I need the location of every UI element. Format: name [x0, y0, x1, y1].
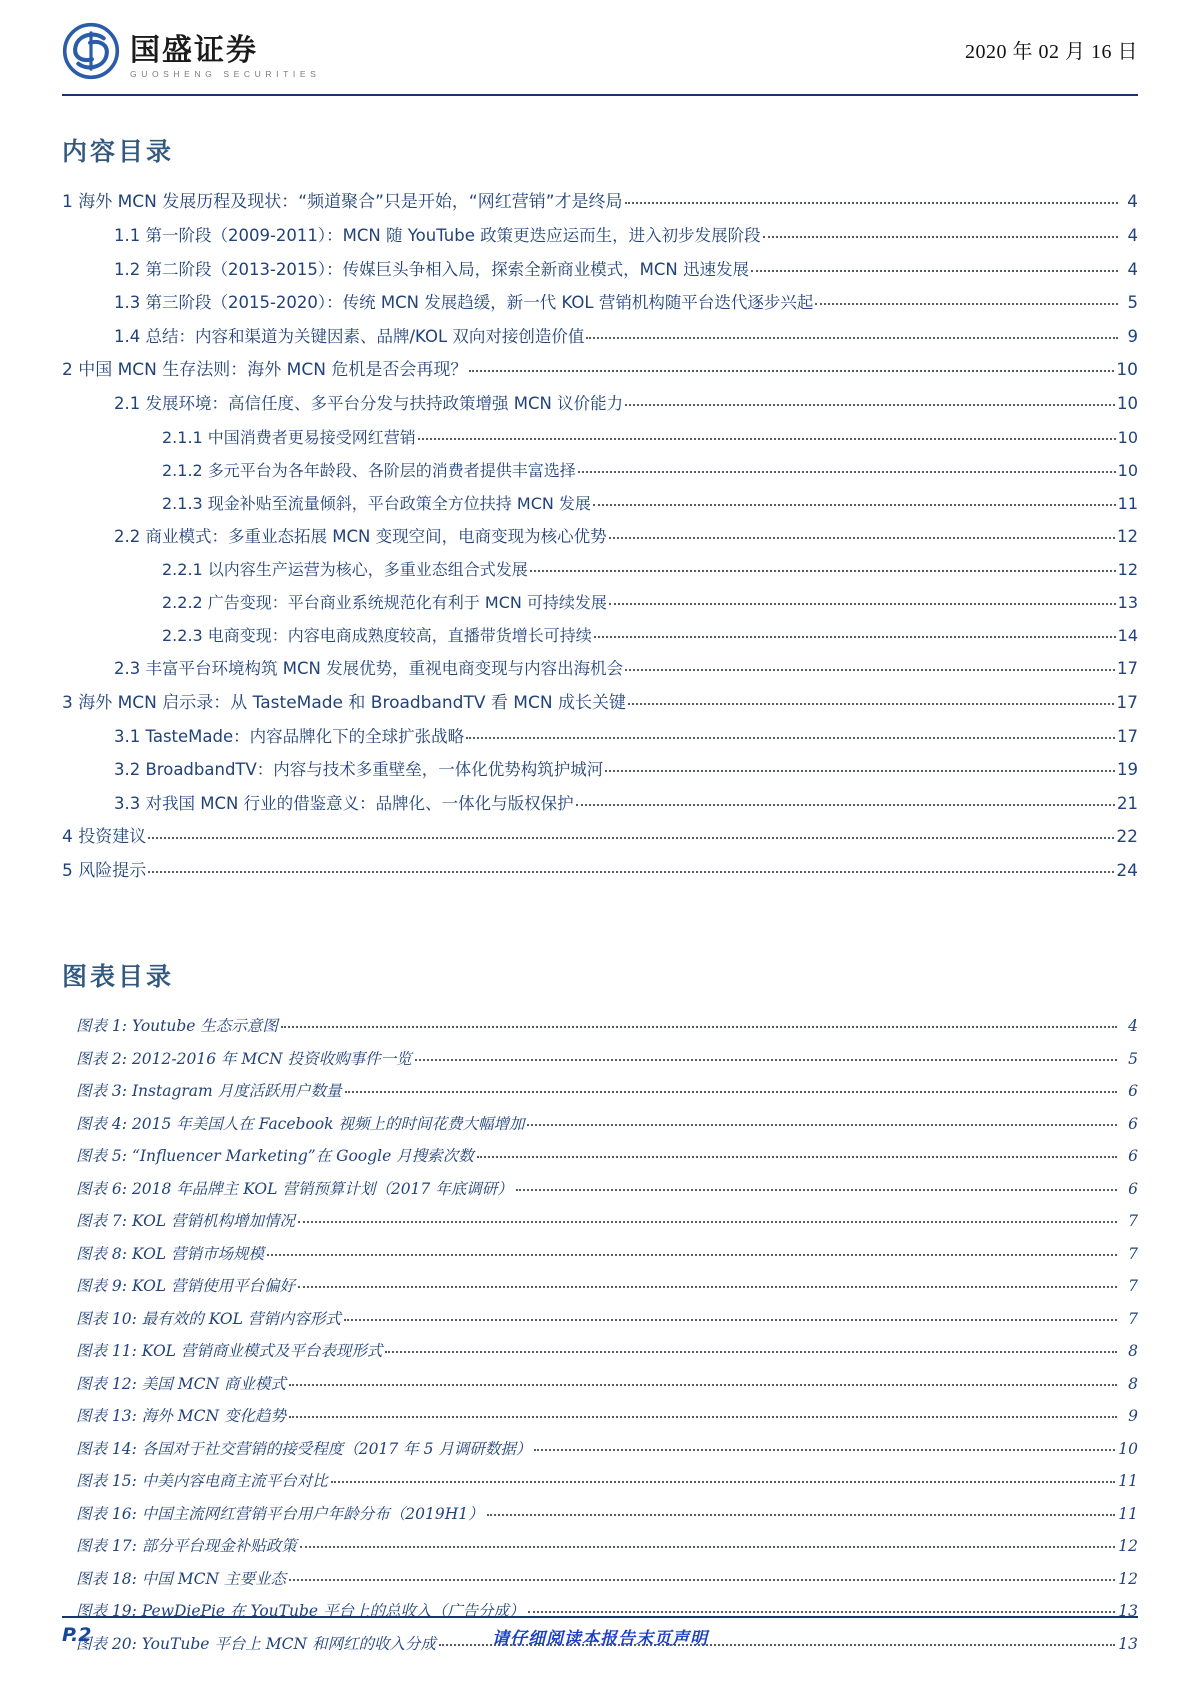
toc-entry-page: 17 [1117, 659, 1138, 678]
figure-index-entry[interactable] [62, 1344, 1138, 1360]
figure-index-entry-label: 图表 17: 部分平台现金补贴政策 [76, 1537, 297, 1555]
figure-index-entry-label: 图表 1: Youtube 生态示意图 [76, 1017, 278, 1035]
figure-index-entry[interactable] [62, 1569, 1138, 1588]
brand-name-cn: 国盛证券 [130, 32, 258, 68]
toc-entry-label: 1.3 第三阶段（2015-2020）：传统 MCN 发展趋缓，新一代 KOL 营销机构随平台迭代逐步兴起 [114, 293, 814, 312]
toc-leader-dots [530, 570, 1116, 572]
figure-index-entry-page: 5 [1128, 1049, 1138, 1068]
figure-index-entry-page: 6 [1128, 1147, 1138, 1165]
figure-leader-dots [331, 1481, 1115, 1483]
toc-entry-page: 11 [1117, 493, 1138, 513]
toc-leader-dots [586, 337, 1118, 339]
toc-entry-label: 3 海外 MCN 启示录：从 TasteMade 和 BroadbandTV 看 MCN 成长关键 [62, 692, 626, 713]
figure-index-entry-page: 13 [1118, 1602, 1138, 1620]
toc-entry-label: 2.2 商业模式：多重业态拓展 MCN 变现空间，电商变现为核心优势 [114, 526, 607, 546]
figure-index-entry-page: 4 [1128, 1017, 1138, 1035]
figure-leader-dots [298, 1221, 1117, 1223]
toc-entry-label: 4 投资建议 [62, 827, 147, 847]
toc-entry[interactable] [62, 427, 1138, 447]
figure-leader-dots [527, 1124, 1117, 1126]
toc-entry-page: 12 [1117, 560, 1138, 579]
toc-entry-label: 3.1 TasteMade：内容品牌化下的全球扩张战略 [114, 726, 465, 746]
toc-leader-dots [625, 669, 1115, 671]
figure-index-entry-label: 图表 15: 中美内容电商主流平台对比 [76, 1472, 328, 1490]
toc-entry-page: 21 [1117, 793, 1138, 813]
brand-text [130, 32, 321, 81]
toc-entry-label: 2.3 丰富平台环境构筑 MCN 发展优势，重视电商变现与内容出海机会 [114, 659, 624, 678]
figure-leader-dots [300, 1546, 1115, 1548]
figure-index-entry-label: 图表 8: KOL 营销市场规模 [76, 1244, 265, 1263]
toc-entry-page: 4 [1127, 226, 1138, 245]
figure-index-entry[interactable] [62, 1149, 1138, 1165]
page-header [62, 0, 1138, 88]
toc-section [62, 96, 1138, 880]
report-date: 2020 年 02 月 16 日 [965, 40, 1138, 63]
figure-index-entry-page: 9 [1128, 1407, 1138, 1425]
toc-entry[interactable] [62, 726, 1138, 746]
toc-entry-label: 3.2 BroadbandTV：内容与技术多重壁垒，一体化优势构筑护城河 [114, 760, 604, 779]
toc-leader-dots [469, 370, 1114, 372]
figure-index-entry-label: 图表 2: 2012-2016 年 MCN 投资收购事件一览 [76, 1049, 412, 1068]
guosheng-logo-icon [62, 22, 120, 80]
toc-entry-label: 3.3 对我国 MCN 行业的借鉴意义：品牌化、一体化与版权保护 [114, 793, 574, 813]
toc-entry-page: 9 [1127, 326, 1138, 346]
toc-entry[interactable] [62, 362, 1138, 379]
toc-entry[interactable] [62, 326, 1138, 346]
figure-index-entry-page: 13 [1118, 1634, 1138, 1653]
toc-entry-page: 10 [1117, 460, 1138, 480]
toc-entry-page: 4 [1127, 192, 1138, 212]
toc-entry[interactable] [62, 228, 1138, 245]
toc-entry-page: 14 [1117, 626, 1138, 645]
figure-index-entry-page: 6 [1128, 1082, 1138, 1100]
toc-entry-label: 2 中国 MCN 生存法则：海外 MCN 危机是否会再现？ [62, 360, 468, 380]
figure-index-entry[interactable] [62, 1244, 1138, 1263]
figure-index-heading: 图表目录 [62, 962, 175, 991]
toc-entry-page: 13 [1117, 593, 1138, 612]
toc-entry[interactable] [62, 793, 1138, 813]
figure-index-entry-label: 图表 6: 2018 年品牌主 KOL 营销预算计划（2017 年底调研） [76, 1179, 513, 1198]
figure-index-entry[interactable] [62, 1114, 1138, 1133]
figure-leader-dots [289, 1416, 1117, 1418]
figure-index-entry-label: 图表 13: 海外 MCN 变化趋势 [76, 1407, 286, 1425]
toc-entry-page: 12 [1117, 526, 1138, 546]
figure-index-entry-label: 图表 11: KOL 营销商业模式及平台表现形式 [76, 1342, 383, 1360]
figure-index-entry[interactable] [62, 1539, 1138, 1555]
figure-index-entry-label: 图表 5: “Influencer Marketing”在 Google 月搜索次数 [76, 1147, 474, 1165]
figure-index-list [62, 993, 1138, 1652]
toc-entry-page: 10 [1117, 427, 1138, 447]
figure-index-entry-label: 图表 9: KOL 营销使用平台偏好 [76, 1277, 296, 1295]
toc-entry[interactable] [62, 829, 1138, 846]
figure-index-entry-page: 11 [1118, 1504, 1138, 1523]
figure-leader-dots [528, 1611, 1116, 1613]
figure-index-entry-page: 8 [1128, 1342, 1138, 1360]
toc-entry-label: 5 风险提示 [62, 861, 147, 881]
figure-index-entry-page: 7 [1128, 1309, 1138, 1328]
figure-leader-dots [345, 1091, 1117, 1093]
figure-leader-dots [487, 1514, 1116, 1516]
toc-leader-dots [815, 303, 1118, 305]
figure-index-section [62, 897, 1138, 1652]
figure-leader-dots [415, 1059, 1117, 1061]
toc-leader-dots [751, 270, 1118, 272]
figure-index-entry-page: 7 [1128, 1277, 1138, 1295]
toc-entry[interactable] [62, 526, 1138, 546]
toc-entry[interactable] [62, 259, 1138, 279]
toc-leader-dots [418, 438, 1116, 440]
toc-leader-dots [625, 404, 1115, 406]
figure-index-entry-label: 图表 14: 各国对于社交营销的接受程度（2017 年 5 月调研数据） [76, 1439, 532, 1458]
toc-leader-dots [628, 703, 1114, 705]
toc-entry-page: 24 [1116, 861, 1138, 881]
figure-leader-dots [298, 1286, 1117, 1288]
toc-entry[interactable] [62, 628, 1138, 644]
figure-index-entry-label: 图表 3: Instagram 月度活跃用户数量 [76, 1082, 342, 1100]
figure-index-entry-label: 图表 16: 中国主流网红营销平台用户年龄分布（2019H1） [76, 1504, 484, 1523]
figure-index-entry-label: 图表 4: 2015 年美国人在 Facebook 视频上的时间花费大幅增加 [76, 1114, 525, 1133]
toc-entry-page: 19 [1117, 760, 1138, 779]
figure-leader-dots [344, 1319, 1117, 1321]
toc-entry[interactable] [62, 762, 1138, 779]
figure-leader-dots [477, 1156, 1117, 1158]
toc-leader-dots [594, 636, 1116, 638]
toc-entry-label: 2.1.2 多元平台为各年龄段、各阶层的消费者提供丰富选择 [162, 460, 576, 480]
brand-block [62, 22, 320, 80]
toc-entry-page: 10 [1117, 394, 1138, 413]
figure-index-entry-page: 6 [1128, 1114, 1138, 1133]
figure-leader-dots [267, 1254, 1117, 1256]
figure-index-entry[interactable] [62, 1439, 1138, 1458]
toc-leader-dots [466, 737, 1115, 739]
toc-entry-label: 2.1.1 中国消费者更易接受网红营销 [162, 427, 416, 447]
toc-entry[interactable] [62, 661, 1138, 678]
toc-leader-dots [763, 236, 1118, 238]
toc-list [62, 168, 1138, 880]
figure-index-entry[interactable] [62, 1474, 1138, 1490]
figure-index-entry[interactable] [62, 1084, 1138, 1100]
toc-entry-page: 10 [1116, 360, 1138, 380]
figure-index-entry[interactable] [62, 1049, 1138, 1068]
figure-index-entry-page: 6 [1128, 1179, 1138, 1198]
toc-leader-dots [609, 537, 1115, 539]
figure-index-entry[interactable] [62, 1279, 1138, 1295]
figure-index-entry-label: 图表 19: PewDiePie 在 YouTube 平台上的总收入（广告分成） [76, 1602, 525, 1620]
toc-leader-dots [605, 770, 1115, 772]
toc-entry[interactable] [62, 493, 1138, 513]
figure-leader-dots [289, 1579, 1115, 1581]
figure-index-entry-page: 8 [1128, 1374, 1138, 1393]
figure-index-entry[interactable] [62, 1504, 1138, 1523]
toc-entry[interactable] [62, 295, 1138, 312]
figure-leader-dots [289, 1384, 1117, 1386]
figure-index-entry[interactable] [62, 1214, 1138, 1230]
toc-entry[interactable] [62, 562, 1138, 578]
toc-leader-dots [576, 804, 1115, 806]
figure-index-entry-label: 图表 18: 中国 MCN 主要业态 [76, 1569, 286, 1588]
footer-divider [62, 1616, 1138, 1618]
toc-entry[interactable] [62, 863, 1138, 880]
toc-entry[interactable] [62, 460, 1138, 480]
toc-entry[interactable] [62, 396, 1138, 413]
figure-index-entry-label: 图表 20: YouTube 平台上 MCN 和网红的收入分成 [76, 1634, 436, 1653]
toc-leader-dots [148, 837, 1114, 839]
toc-leader-dots [625, 202, 1118, 204]
toc-entry-page: 22 [1116, 827, 1138, 847]
toc-heading: 内容目录 [62, 137, 175, 166]
toc-entry[interactable] [62, 692, 1138, 713]
figure-index-entry-page: 12 [1118, 1537, 1138, 1555]
toc-entry-label: 2.2.3 电商变现：内容电商成熟度较高，直播带货增长可持续 [162, 626, 592, 645]
toc-entry-label: 2.2.1 以内容生产运营为核心，多重业态组合式发展 [162, 560, 528, 579]
toc-entry-page: 4 [1127, 259, 1138, 279]
toc-leader-dots [148, 871, 1114, 873]
figure-index-entry-label: 图表 12: 美国 MCN 商业模式 [76, 1374, 286, 1393]
toc-entry-page: 5 [1127, 293, 1138, 312]
toc-entry-label: 1.1 第一阶段（2009-2011）：MCN 随 YouTube 政策更迭应运而生，进入初步发展阶段 [114, 226, 761, 245]
figure-leader-dots [385, 1351, 1117, 1353]
toc-entry-page: 17 [1117, 726, 1138, 746]
figure-index-entry-label: 图表 7: KOL 营销机构增加情况 [76, 1212, 296, 1230]
figure-index-entry-page: 7 [1128, 1212, 1138, 1230]
figure-leader-dots [516, 1189, 1117, 1191]
toc-entry-label: 1.2 第二阶段（2013-2015）：传媒巨头争相入局，探索全新商业模式，MCN 迅速发展 [114, 259, 750, 279]
figure-index-entry-page: 7 [1128, 1244, 1138, 1263]
figure-index-entry[interactable] [62, 1309, 1138, 1328]
page-footer [62, 1616, 1138, 1650]
figure-index-entry-label: 图表 10: 最有效的 KOL 营销内容形式 [76, 1309, 341, 1328]
toc-entry-label: 2.1.3 现金补贴至流量倾斜，平台政策全方位扶持 MCN 发展 [162, 493, 591, 513]
toc-leader-dots [578, 471, 1116, 473]
brand-name-en: GUOSHENG SECURITIES [130, 68, 321, 79]
toc-entry-label: 2.2.2 广告变现：平台商业系统规范化有利于 MCN 可持续发展 [162, 593, 607, 612]
toc-leader-dots [593, 504, 1116, 506]
figure-leader-dots [281, 1026, 1117, 1028]
toc-entry-page: 17 [1116, 692, 1138, 713]
figure-index-entry[interactable] [62, 1019, 1138, 1035]
figure-index-entry-page: 12 [1118, 1569, 1138, 1588]
figure-index-entry-page: 11 [1118, 1472, 1138, 1490]
page-number: P.2 [62, 1624, 92, 1646]
figure-index-entry[interactable] [62, 1374, 1138, 1393]
toc-entry-label: 1.4 总结：内容和渠道为关键因素、品牌/KOL 双向对接创造价值 [114, 326, 585, 346]
toc-entry-label: 2.1 发展环境：高信任度、多平台分发与扶持政策增强 MCN 议价能力 [114, 394, 624, 413]
toc-entry-label: 1 海外 MCN 发展历程及现状：“频道聚合”只是开始，“网红营销”才是终局 [62, 192, 623, 212]
footer-disclaimer: 请仔细阅读本报告末页声明 [492, 1629, 708, 1649]
toc-leader-dots [609, 603, 1116, 605]
toc-entry[interactable] [62, 595, 1138, 611]
figure-index-entry-page: 10 [1118, 1439, 1138, 1458]
toc-entry[interactable] [62, 194, 1138, 211]
figure-index-entry[interactable] [62, 1179, 1138, 1198]
figure-index-entry[interactable] [62, 1409, 1138, 1425]
figure-leader-dots [534, 1449, 1115, 1451]
